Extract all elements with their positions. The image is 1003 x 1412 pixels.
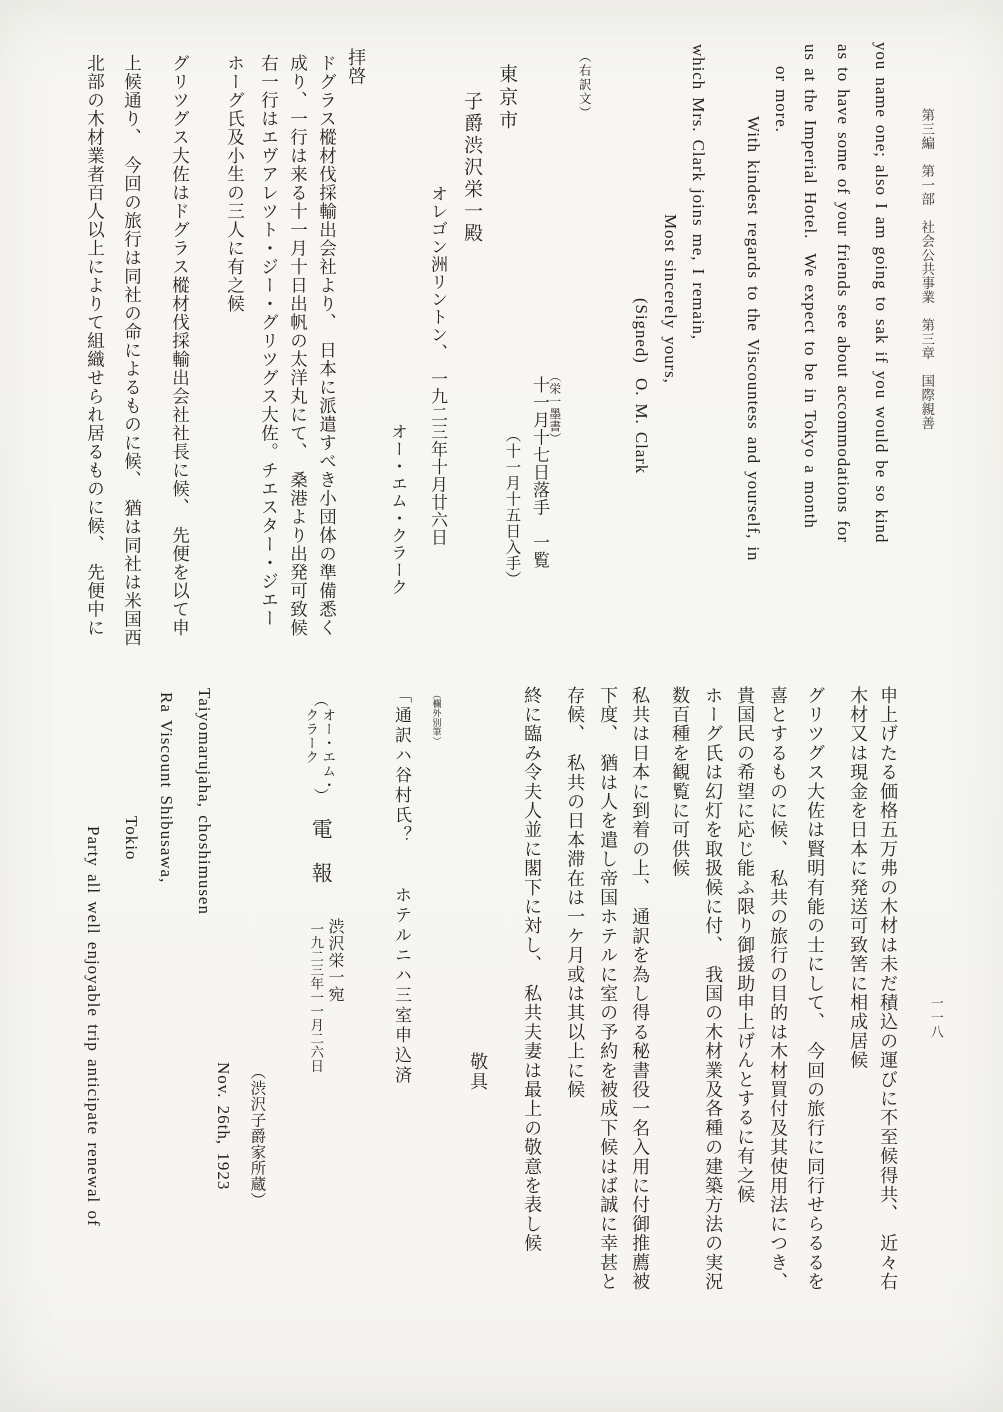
translation-column: グリツグス大佐はドグラス樅材伐採輸出会社社長に候、 先便を以て申 [170, 54, 191, 638]
salutation: 拝啓 [346, 48, 367, 85]
translation-column: 北部の木材業者百人以上によりて組織せられ居るものに候、 先便中に [85, 54, 106, 638]
translation-column: 貴国民の希望に応じ能ふ限り御援助申上げんとするに有之候 [735, 686, 756, 1205]
translation-column: 終に臨み令夫人並に閣下に対し、 私共夫妻は最上の敬意を表し候 [522, 686, 543, 1253]
document-date: 一九二三年一一月二六日 [308, 922, 324, 1073]
english-letter-line: you name one; also I am going to sak if you would be so kind [872, 42, 892, 544]
translation-column: 成り、一行は来る十一月十日出帆の太洋丸にて、 桑港より出発可致候 [288, 54, 309, 638]
translation-column: ホーグ氏は幻灯を取扱候に付、 我国の木材業及各種の建築方法の実況 [703, 686, 724, 1292]
document-source: （渋沢子爵家所蔵） [248, 1064, 266, 1208]
english-letter-line: Most sincerely yours, [661, 214, 681, 384]
translation-column: 申上げたる価格五万弗の木材は未だ積込の運びに不至候得共、 近々右 [878, 686, 899, 1292]
translation-column: 存候、 私共の日本滞在は一ケ月或は其以上に候 [565, 686, 586, 1100]
translation-column: ホーグ氏及小生の三人に有之候 [225, 54, 246, 313]
letter-place-date: オレゴン洲リントン、 一九二三年十月廿六日 [428, 185, 448, 547]
translation-column: 喜とするものに候、 私共の旅行の目的は木材買付及其使用法につき、 [768, 686, 789, 1292]
english-letter-line: as to have some of your friends see about accommodations for [834, 44, 854, 543]
telegram-line: Party all well enjoyable trip anticipate renewal of [84, 826, 104, 1227]
document-addressee: 渋沢栄一宛 [325, 918, 343, 1003]
closing-keigu: 敬具 [468, 1052, 489, 1092]
author-paren-close: ︶ [311, 788, 328, 804]
author-paren-open: ︵ [311, 692, 328, 708]
translation-column: 右一行はエヴアレツト・ジー・グリツグス大佐。チエスター・ジエー [259, 54, 280, 628]
document-type-title: 電 報 [309, 818, 334, 884]
document-author-line1: オー・エム・ [320, 708, 336, 792]
recipient-name: 子爵渋沢栄一殿 [461, 91, 483, 245]
translation-label: （右訳文） [577, 50, 592, 120]
running-header: 第三編 第一部 社会公共事業 第三章 国際親善 [919, 108, 935, 430]
translation-column: 上候通り、 今回の旅行は同社の命によるものに候、 猶は同社は米国西 [122, 54, 143, 647]
eiichi-note-receipt: （十一月十五日入手） [503, 427, 521, 587]
english-letter-line: us at the Imperial Hotel. We expect to be in Tokyo a month [801, 44, 821, 529]
document-author-line2: クラーク [303, 708, 319, 764]
translation-column: 数百種を観覧に可供候 [670, 686, 691, 878]
telegram-line: Tokio [122, 816, 142, 861]
english-letter-line: With kindest regards to the Viscountess and yourself, in [744, 116, 764, 562]
translation-column: 木材又は現金を日本に発送可致筈に相成居候 [848, 686, 869, 1070]
english-letter-line: or more. [772, 66, 792, 133]
margin-note-label: （欄外別筆） [431, 690, 442, 746]
telegram-line: Ra Viscount Shibusawa, [157, 692, 177, 884]
translation-column: 私共は日本に到着の上、 通訳を為し得る秘書役一名入用に付御推薦被 [630, 686, 651, 1292]
margin-note: 「通訳ハ谷村氏？ ホテルニハ三室申込済 [392, 686, 412, 1086]
eiichi-note: 十一月十七日落手 一覧 [530, 376, 550, 569]
eiichi-note-label: （栄一墨書） [547, 370, 562, 445]
page-number: 一一八 [928, 996, 944, 1040]
english-letter-signature: (Signed) O. M. Clark [632, 298, 652, 475]
translation-column: ドグラス樅材伐採輸出会社より、 日本に派遣すべき小団体の準備悉く [317, 54, 338, 638]
english-letter-line: which Mrs. Clark joins me, I remain, [689, 44, 709, 341]
translation-column: グリツグス大佐は賢明有能の士にして、 今回の旅行に同行せらるるを [805, 686, 826, 1292]
recipient-city: 東京市 [496, 64, 518, 133]
translation-column: 下度、 猶は人を遣し帝国ホテルに室の予約を被成下候はば誠に幸甚と [598, 686, 619, 1292]
telegram-line: Taiyomarujaha, choshimusen [195, 688, 215, 915]
letter-sender: オー・エム・クラーク [388, 423, 408, 596]
telegram-date-line: Nov. 26th, 1923 [214, 1062, 234, 1191]
